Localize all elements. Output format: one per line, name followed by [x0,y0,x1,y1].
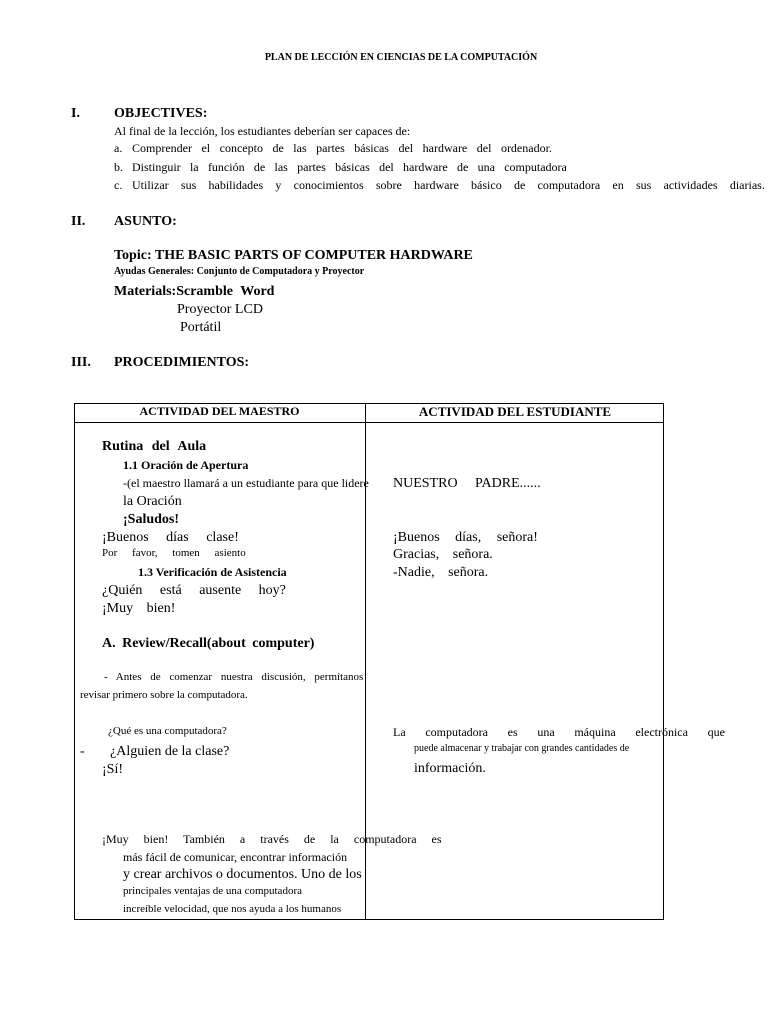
word: sus [636,178,652,192]
before-discussion: revisar primero sobre la computadora. [80,689,248,701]
word: electrónica [635,725,688,739]
word: Utilizar [132,178,169,192]
student-thanks: Gracias, señora. [393,547,493,562]
objective-a [132,141,552,156]
prayer-note: la Oración [123,494,182,509]
word: de [456,160,469,174]
word: de [513,178,526,192]
word: sobre [375,178,402,192]
teacher-good-day: ¡Buenos días clase! [102,530,239,545]
objective-c-letter: c. [114,178,123,192]
word: básicas [354,141,389,155]
word: el [201,141,211,155]
dash: - [80,744,85,759]
section-2-heading: ASUNTO: [114,214,177,229]
word: máquina [574,725,616,739]
section-1-heading: OBJECTIVES: [114,106,208,121]
very-good-paragraph: principales ventajas de una computadora [123,885,302,897]
objectives-intro: Al final de la lección, los estudiantes deberían ser capaces de: [114,124,411,138]
teacher-sit-down: Por favor, tomen asiento [102,547,246,559]
word: sus [180,178,197,192]
word: de [272,141,284,155]
material-item: Scramble Word [176,284,275,299]
word: conocimientos [293,178,364,192]
attendance-check: 1.3 Verificación de Asistencia [138,565,287,579]
word: función [207,160,245,174]
review-heading: A. Review/Recall(about computer) [102,636,315,651]
general-aids: Ayudas Generales: Conjunto de Computadora y Proyector [114,266,365,277]
student-nobody: -Nadie, señora. [393,565,489,580]
very-good-paragraph: ¡Muy bien! También a través de la computadora es [102,832,442,846]
word: las [293,141,307,155]
word: es [507,725,518,739]
word: hardware [422,141,468,155]
objective-c [132,178,765,193]
word: de [253,160,266,174]
word: una [477,160,495,174]
student-good-day: ¡Buenos días, señora! [393,530,538,545]
computer-definition: información. [414,761,486,776]
word: actividades [663,178,718,192]
very-good: ¡Muy bien! [102,601,176,616]
materials [114,284,274,300]
word: del [398,141,414,155]
word: las [274,160,288,174]
objective-b [132,160,567,175]
word: diarias. [729,178,765,192]
word: del [379,160,394,174]
word: básico [471,178,502,192]
what-is-computer: ¿Qué es una computadora? [108,725,227,737]
word: Comprender [132,141,192,155]
word: ordenador. [500,141,552,155]
material-item: Proyector LCD [177,302,263,317]
word: partes [316,141,345,155]
computer-definition [393,725,725,740]
document-title: PLAN DE LECCIÓN EN CIENCIAS DE LA COMPUTACIÓN [264,52,538,63]
word: una [537,725,555,739]
section-3-numeral: III. [71,355,91,370]
classroom-routine: Rutina del Aula [102,439,207,454]
teacher-column-header: ACTIVIDAD DEL MAESTRO [139,404,300,418]
section-2-numeral: II. [71,214,86,229]
section-1-numeral: I. [71,106,80,121]
very-good-paragraph: más fácil de comunicar, encontrar información [123,850,348,864]
word: concepto [219,141,263,155]
word: y [275,178,282,192]
word: computadora [504,160,567,174]
opening-prayer: 1.1 Oración de Apertura [123,458,249,472]
word: computadora [425,725,488,739]
word: hardware [414,178,459,192]
word: que [707,725,725,739]
word: del [476,141,492,155]
materials-label: Materials: [114,284,177,299]
very-good-paragraph: increíble velocidad, que nos ayuda a los humanos [123,903,342,915]
word: computadora [537,178,601,192]
objective-a-letter: a. [114,141,123,155]
prayer-note: -(el maestro llamará a un estudiante para que lidere [123,476,369,490]
anyone-in-class: ¿Alguien de la clase? [110,744,230,759]
yes: ¡Sí! [102,762,123,777]
word: básicas [335,160,370,174]
word: Distinguir [132,160,181,174]
word: habilidades [208,178,264,192]
before-discussion: - Antes de comenzar nuestra discusión, permítanos [104,671,364,683]
material-item: Portátil [180,320,222,335]
topic: Topic: THE BASIC PARTS OF COMPUTER HARDWARE [114,248,473,263]
our-father: NUESTRO PADRE...... [393,476,541,491]
computer-definition: puede almacenar y trabajar con grandes cantidades de [414,743,630,754]
table-header-divider [74,422,664,423]
objective-b-letter: b. [114,160,123,174]
student-column-header: ACTIVIDAD DEL ESTUDIANTE [418,404,612,419]
word: la [189,160,199,174]
greetings: ¡Saludos! [123,512,180,527]
word: La [393,725,406,739]
section-3-heading: PROCEDIMIENTOS: [114,355,250,370]
word: partes [297,160,326,174]
word: en [612,178,624,192]
who-absent: ¿Quién está ausente hoy? [102,583,286,598]
word: hardware [403,160,448,174]
very-good-paragraph: y crear archivos o documentos. Uno de los [123,867,362,882]
